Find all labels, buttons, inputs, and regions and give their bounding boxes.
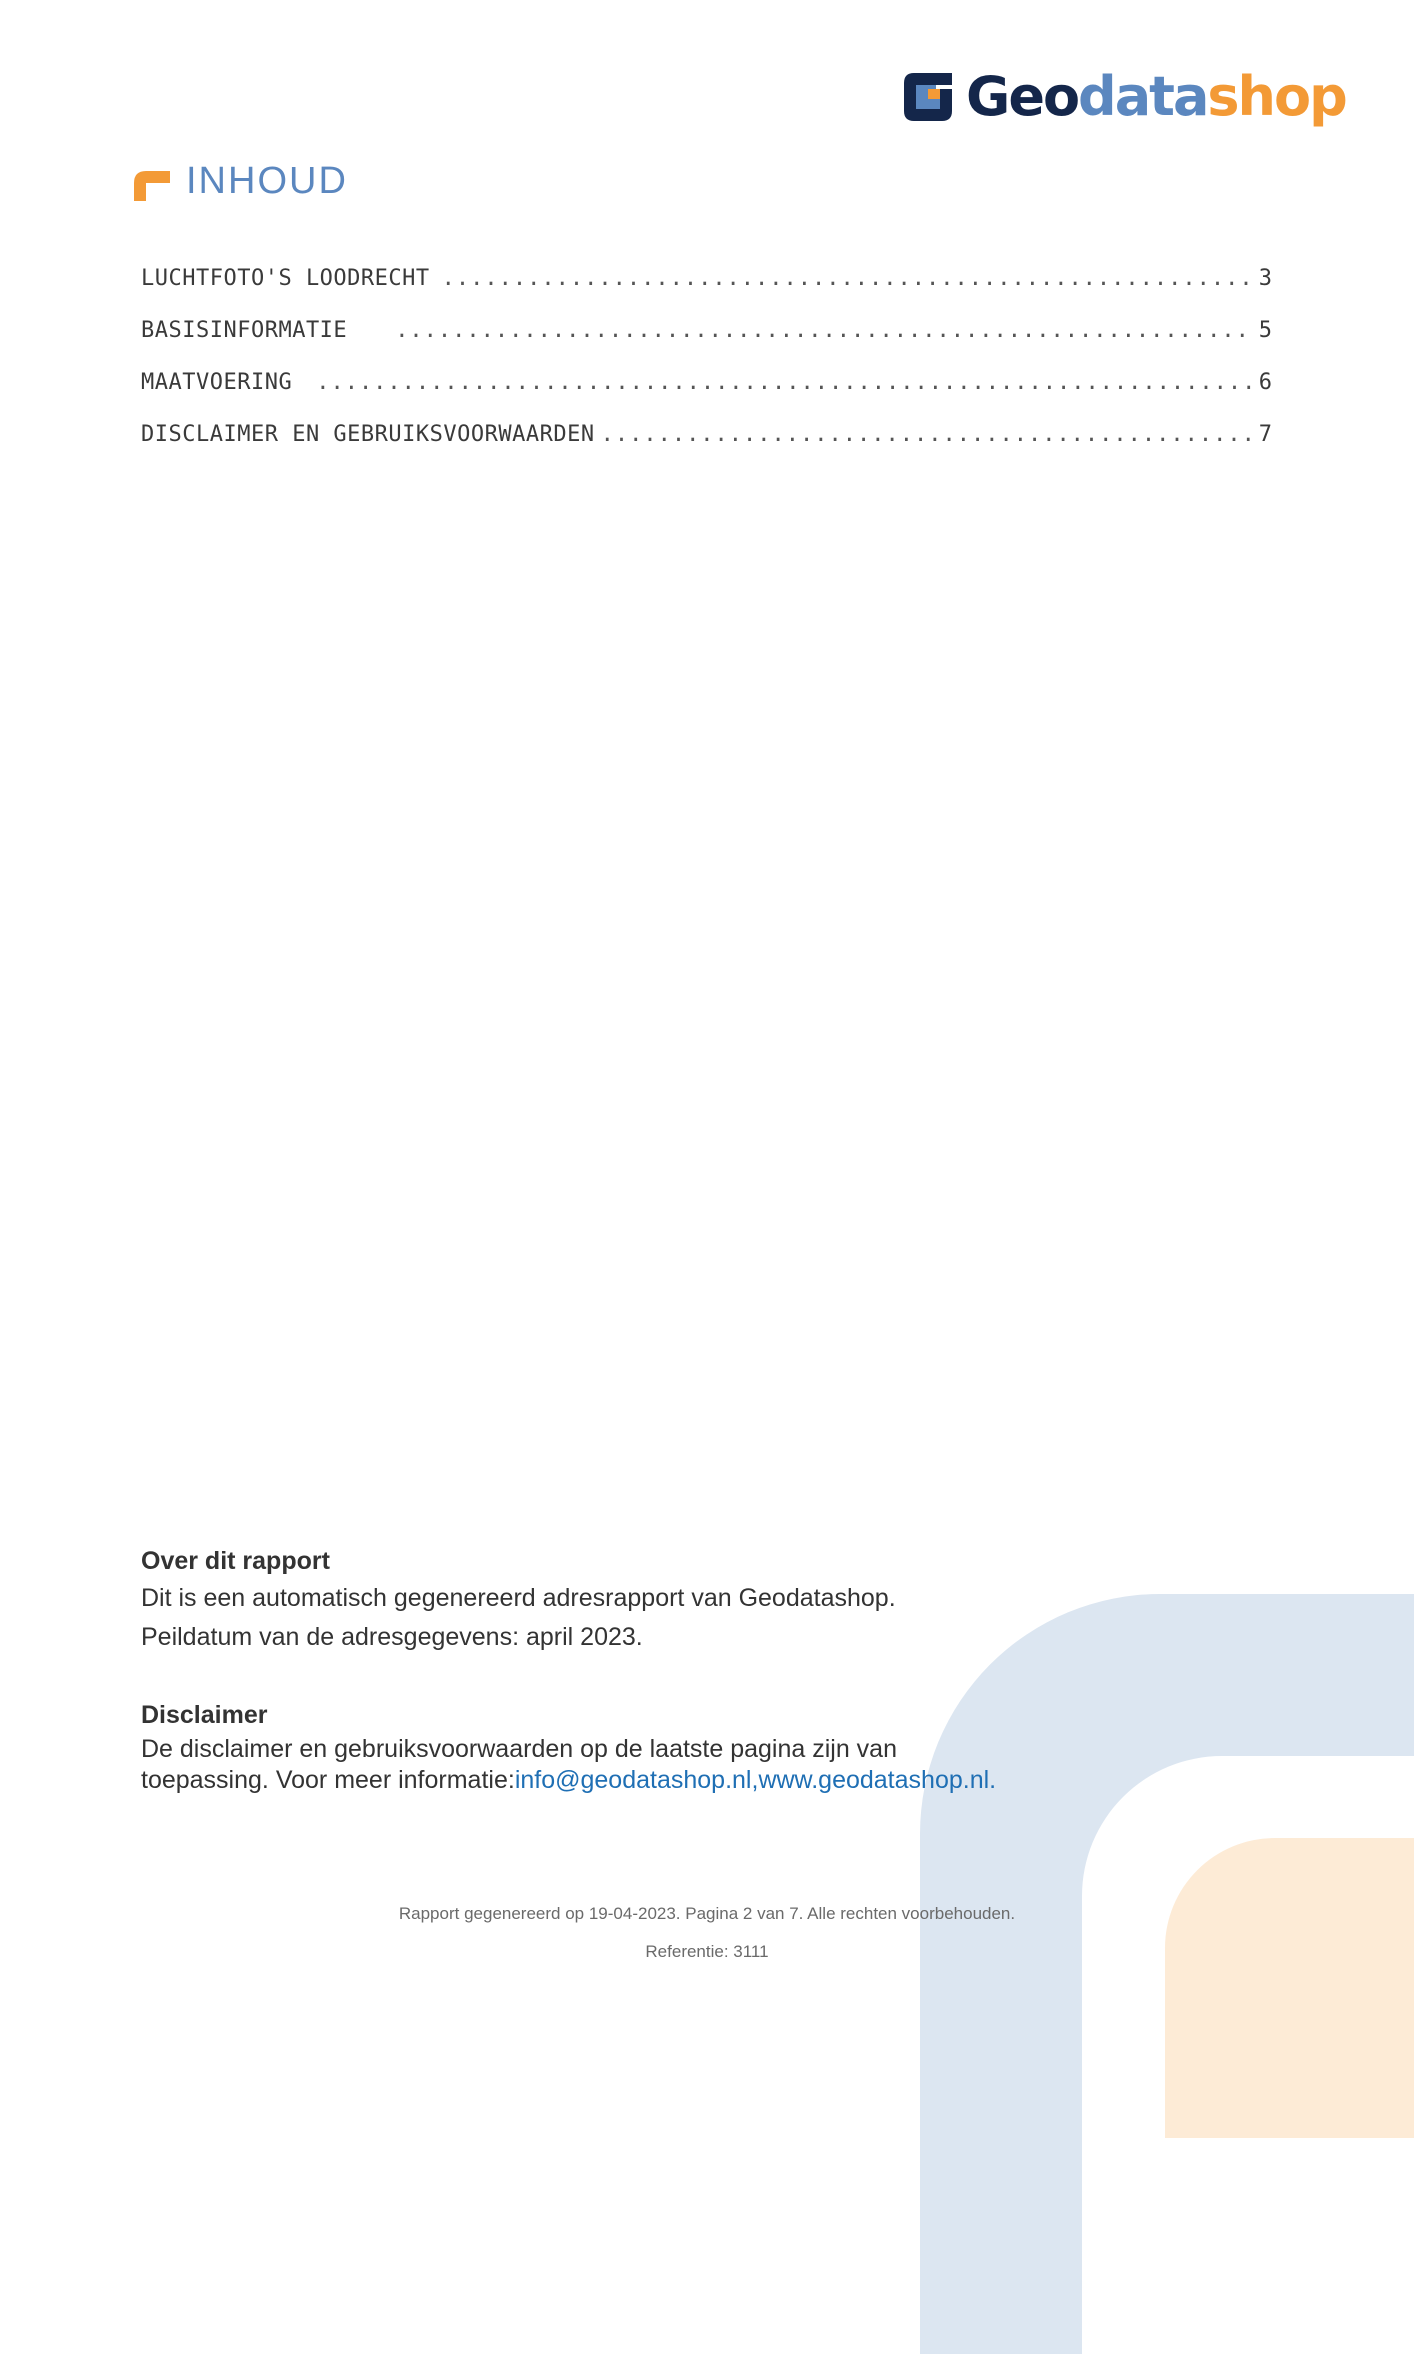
disclaimer-line: De disclaimer en gebruiksvoorwaarden op de laatste pagina zijn van [141,1735,897,1763]
toc-entry[interactable] [141,266,1272,318]
logo-text-data: data [1078,65,1208,128]
about-report-title: Over dit rapport [141,1547,330,1575]
toc-entry-title: LUCHTFOTO'S LOODRECHT [141,266,430,291]
logo-mark-icon [900,69,956,125]
toc-entry-page: 6 [1258,370,1272,395]
toc-entry-page: 5 [1258,318,1272,343]
toc-dot-leader [395,318,1255,343]
geodatashop-logo [900,66,1346,128]
toc-entry[interactable] [141,422,1272,474]
toc-heading-text: INHOUD [186,160,348,202]
toc-entry-page: 3 [1258,266,1272,291]
table-of-contents [141,266,1272,474]
toc-dot-leader [442,266,1255,291]
heading-corner-icon [134,171,170,201]
toc-dot-leader [316,370,1255,395]
toc-entry-page: 7 [1258,422,1272,447]
footer-generated-text: Rapport gegenereerd op 19-04-2023. Pagina 2 van 7. Alle rechten voorbehouden. [398,1904,1016,1923]
disclaimer-prefix: toepassing. Voor meer informatie: [141,1766,515,1794]
toc-dot-leader [601,422,1255,447]
toc-entry-title: BASISINFORMATIE [141,318,348,343]
toc-heading [134,160,348,203]
toc-entry[interactable] [141,370,1272,422]
toc-entry-title: DISCLAIMER EN GEBRUIKSVOORWAARDEN [141,422,595,447]
email-link[interactable]: info@geodatashop.nl [514,1766,752,1794]
background-arc-orange [1165,1838,1414,2138]
logo-text-shop: shop [1207,65,1346,128]
footer-reference: Referentie: 3111 [645,1942,769,1961]
disclaimer-title: Disclaimer [141,1701,268,1729]
about-report-line: Peildatum van de adresgegevens: april 2023. [141,1623,643,1651]
disclaimer-line [141,1765,1241,1796]
about-report-line: Dit is een automatisch gegenereerd adresrapport van Geodatashop. [141,1584,896,1612]
toc-entry[interactable] [141,318,1272,370]
disclaimer-section [141,1696,1241,1796]
website-link[interactable]: www.geodatashop.nl. [758,1766,997,1794]
logo-text-geo: Geo [966,65,1079,128]
toc-entry-title: MAATVOERING [141,370,293,395]
link-separator: , [751,1766,759,1794]
about-report-section [141,1543,1141,1657]
logo-wordmark [966,67,1346,127]
